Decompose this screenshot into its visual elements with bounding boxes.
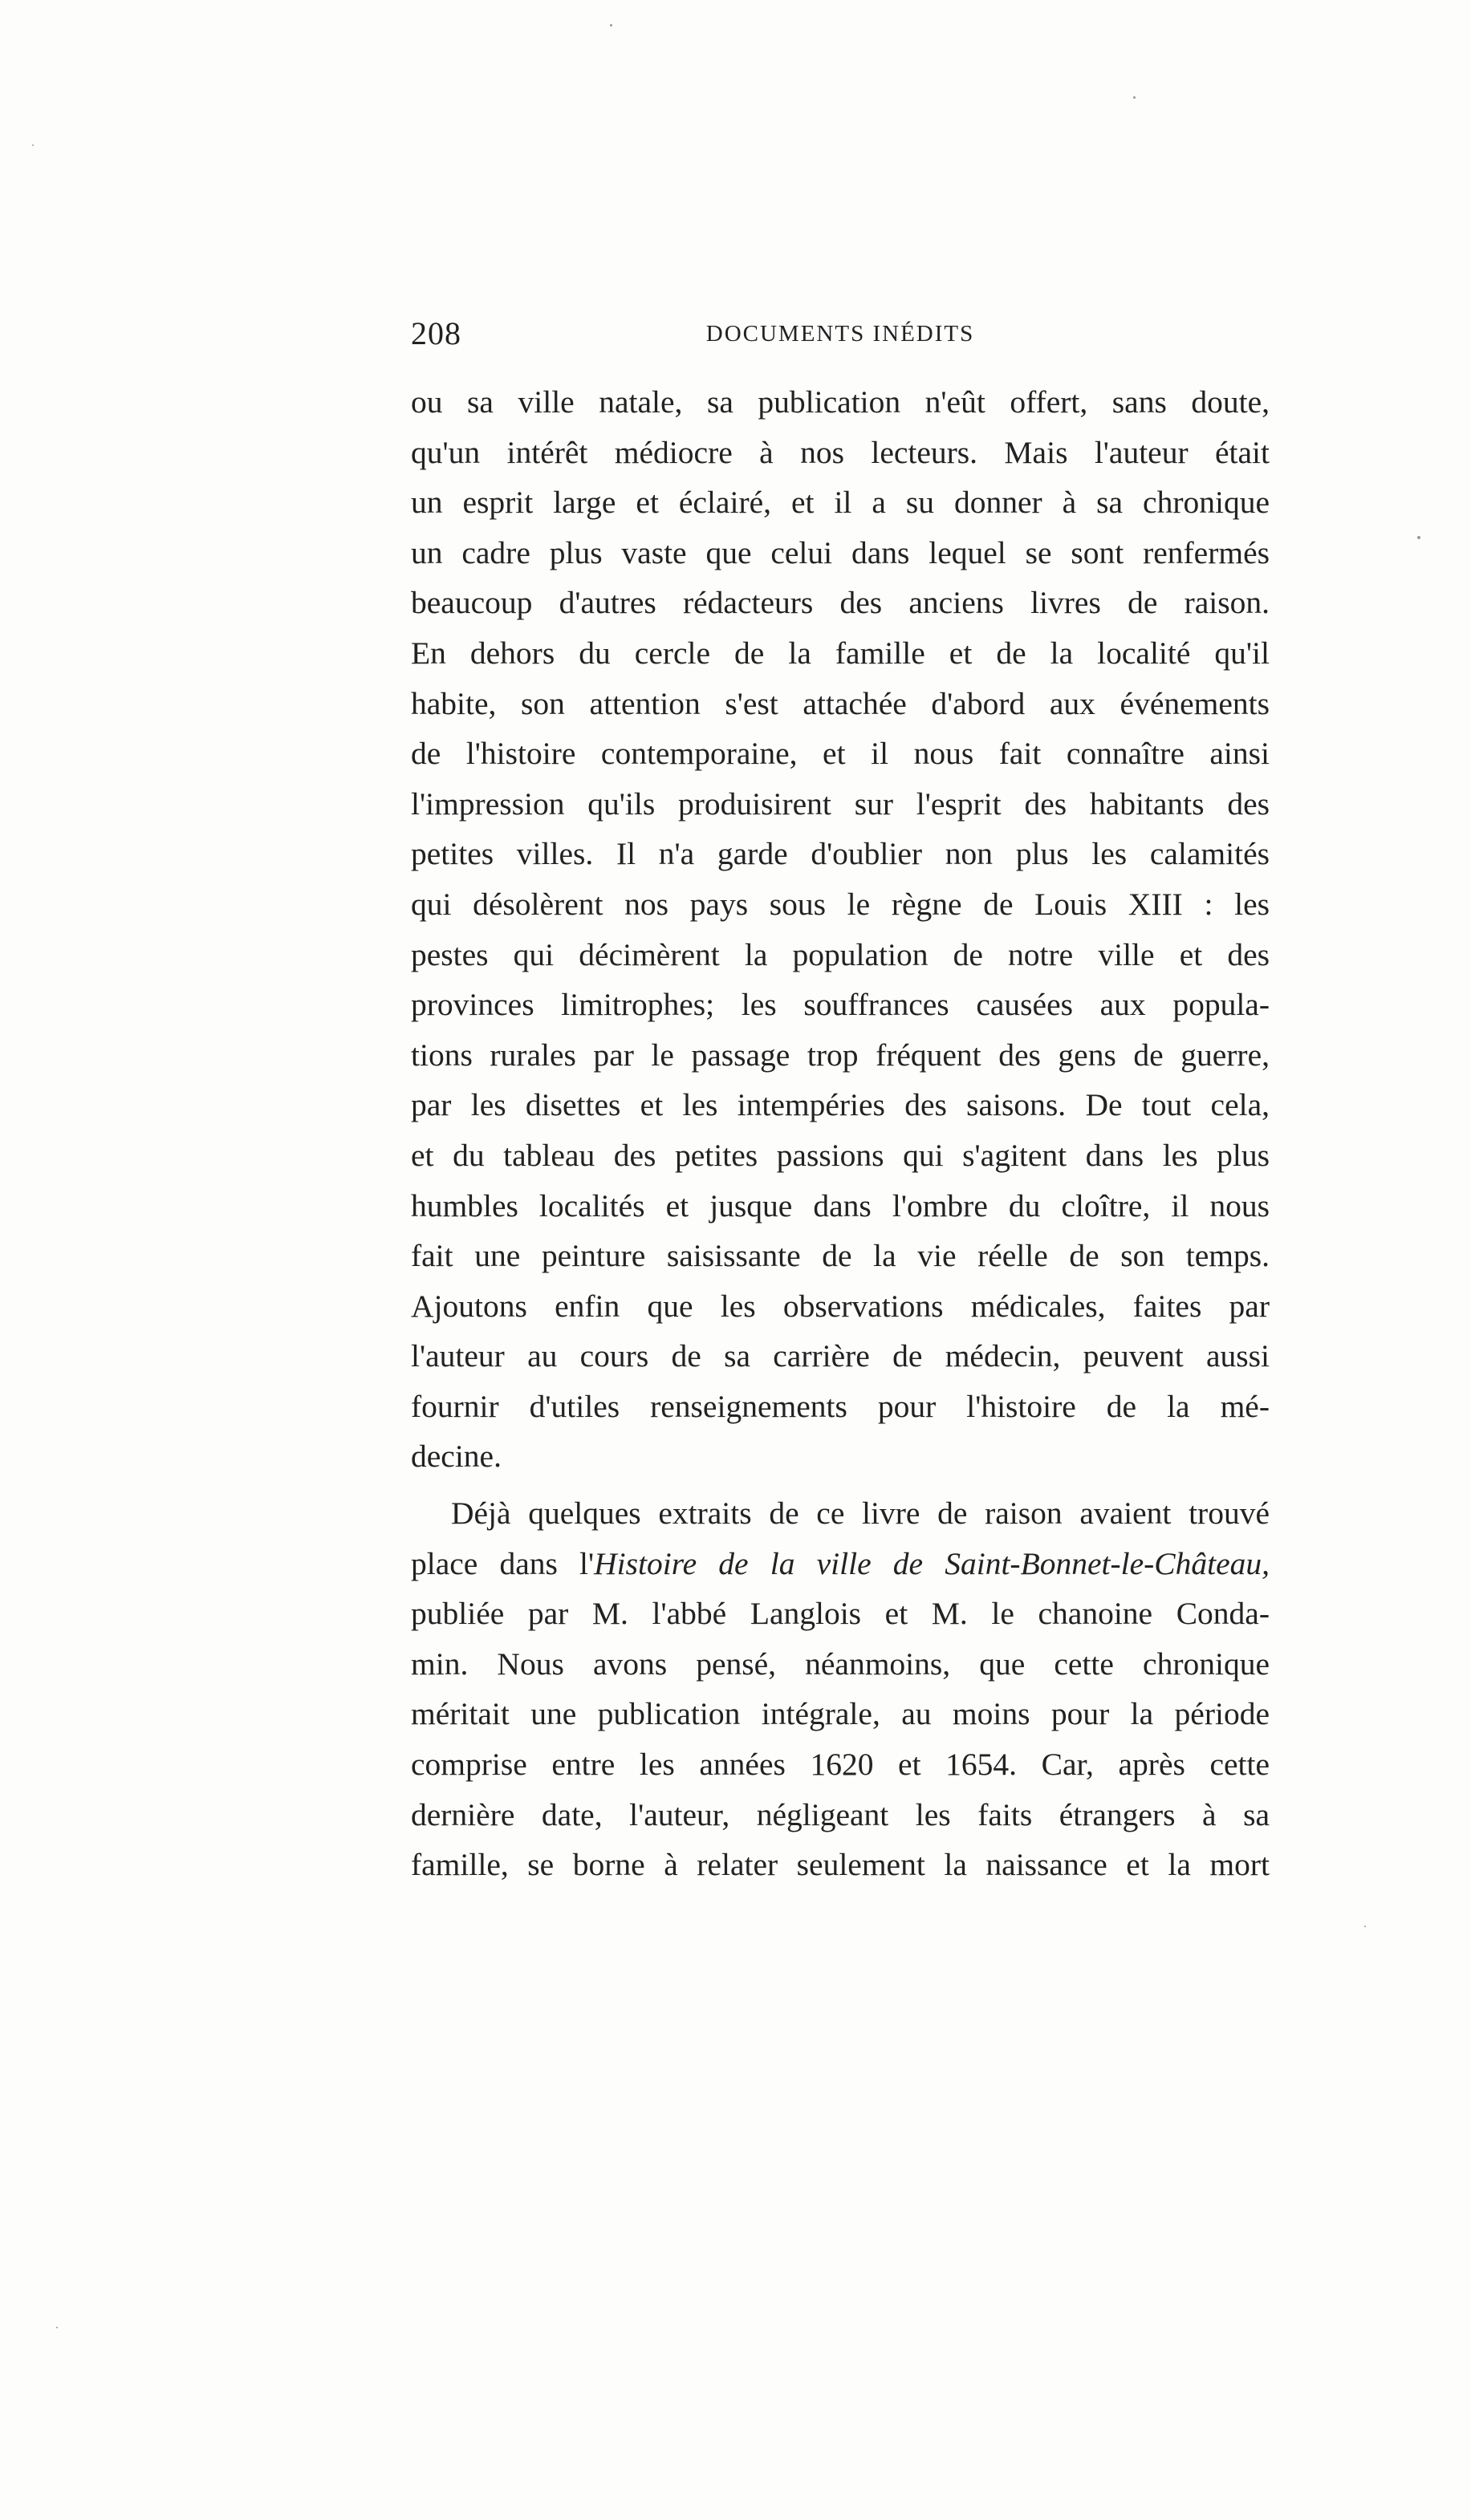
text-line: de l'histoire contemporaine, et il nous fait connaître ainsi — [411, 736, 1270, 772]
text-line: un cadre plus vaste que celui dans lequel se sont renfermés — [411, 534, 1270, 570]
text-line: min. Nous avons pensé, néanmoins, que cette chronique — [411, 1646, 1270, 1682]
text-line: un esprit large et éclairé, et il a su donner à sa chronique — [411, 485, 1270, 521]
text-line: méritait une publication intégrale, au moins pour la période — [411, 1696, 1270, 1732]
page-number: 208 — [411, 315, 461, 351]
text-line: ou sa ville natale, sa publication n'eût offert, sans doute, — [411, 384, 1270, 420]
paragraph-2 — [411, 1488, 1270, 1890]
book-title-italic: Histoire de la ville de Saint-Bonnet-le-Château, — [594, 1545, 1270, 1581]
text-line: fait une peinture saisissante de la vie réelle de son temps. — [411, 1238, 1270, 1274]
paragraph-1 — [411, 377, 1270, 1482]
speck — [1364, 1926, 1366, 1927]
text-line: qu'un intérêt médiocre à nos lecteurs. Mais l'auteur était — [411, 434, 1270, 470]
text-line: par les disettes et les intempéries des saisons. De tout cela, — [411, 1087, 1270, 1123]
text-line: publiée par M. l'abbé Langlois et M. le chanoine Conda- — [411, 1596, 1270, 1632]
text-line: comprise entre les années 1620 et 1654. Car, après cette — [411, 1746, 1270, 1782]
text-line: l'impression qu'ils produisirent sur l'esprit des habitants des — [411, 785, 1270, 822]
text-line: qui désolèrent nos pays sous le règne de Louis XIII : les — [411, 886, 1270, 922]
text-line: humbles localités et jusque dans l'ombre du cloître, il nous — [411, 1187, 1270, 1223]
text-line: pestes qui décimèrent la population de notre ville et des — [411, 936, 1270, 972]
text-line: decine. — [411, 1439, 502, 1475]
speck — [1133, 96, 1136, 99]
speck — [1417, 536, 1420, 539]
text-line: tions rurales par le passage trop fréquent des gens de guerre, — [411, 1037, 1270, 1073]
text-line: provinces limitrophes; les souffrances causées aux popula- — [411, 987, 1270, 1023]
text-fragment: place dans l' — [411, 1545, 595, 1581]
speck — [56, 2327, 58, 2328]
text-line: famille, se borne à relater seulement la naissance et la mort — [411, 1847, 1270, 1883]
running-head — [411, 314, 1270, 355]
text-line: Déjà quelques extraits de ce livre de raison avaient trouvé — [451, 1495, 1270, 1531]
text-line: petites villes. Il n'a garde d'oublier non plus les calamités — [411, 836, 1270, 872]
text-line: En dehors du cercle de la famille et de la localité qu'il — [411, 635, 1270, 671]
text-line: dernière date, l'auteur, négligeant les faits étrangers à sa — [411, 1796, 1270, 1832]
text-line: Ajoutons enfin que les observations médicales, faites par — [411, 1288, 1270, 1324]
text-line: beaucoup d'autres rédacteurs des anciens livres de raison. — [411, 585, 1270, 621]
speck — [32, 144, 34, 146]
running-title: DOCUMENTS INÉDITS — [705, 321, 975, 347]
text-line: et du tableau des petites passions qui s'agitent dans les plus — [411, 1137, 1270, 1173]
text-line: l'auteur au cours de sa carrière de médecin, peuvent aussi — [411, 1338, 1270, 1374]
speck — [610, 24, 612, 26]
text-line: fournir d'utiles renseignements pour l'histoire de la mé- — [411, 1388, 1270, 1424]
text-line: habite, son attention s'est attachée d'abord aux événements — [411, 685, 1270, 721]
text-line — [411, 1539, 1270, 1589]
